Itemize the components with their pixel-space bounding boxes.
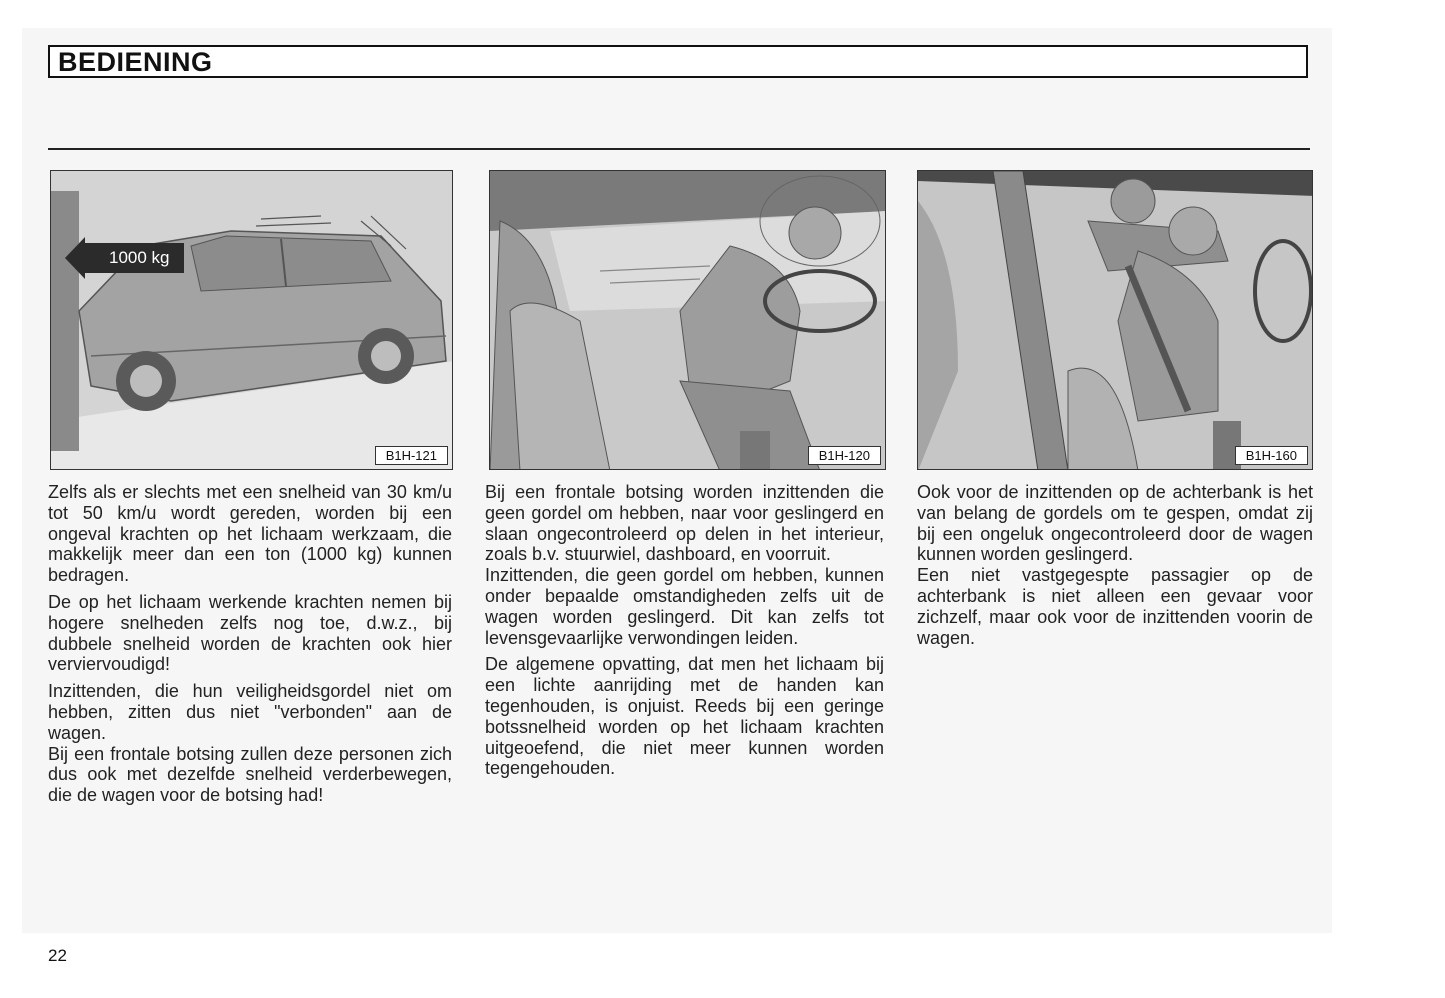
paragraph: Inzittenden, die geen gordel om hebben, kunnen onder bepaalde omstandigheden zelfs uit de wagen worden geslingerd. Dit kan zelfs tot levensgevaarlijke verwondingen leiden. [485,565,884,648]
figure-rear-passenger [917,170,1313,470]
paragraph: Inzittenden, die hun veiligheidsgordel niet om hebben, zitten dus niet "verbonden" aan de wagen. [48,681,452,743]
paragraph: Bij een frontale botsing zullen deze personen zich dus ook met dezelfde snelheid verderbewegen, die de wagen voor de botsing had! [48,743,452,806]
paragraph: Bij een frontale botsing worden inzittenden die geen gordel om hebben, naar voor geslingerd en slaan ongecontroleerd op delen in het interieur, zoals b.v. stuurwiel, dashboard, en voorruit. [485,482,884,565]
paragraph: Een niet vastgegespte passagier op de achterbank is niet alleen een gevaar voor zichzelf, maar ook voor de inzittenden voorin de wagen. [917,565,1313,648]
paragraph: De algemene opvatting, dat men het lichaam bij een lichte aanrijding met de handen kan tegenhouden, is onjuist. Reeds bij een geringe botssnelheid worden op het lichaam krachten uitgeoefend, die niet meer kunnen worden tegengehouden. [485,654,884,779]
page-number: 22 [48,946,67,965]
horizontal-rule [48,148,1310,150]
car-crash-illustration [51,171,453,470]
paragraph: Ook voor de inzittenden op de achterbank is het van belang de gordels om te gespen, omdat zij bij een ongeluk ongecontroleerd door de wagen kunnen worden geslingerd. [917,482,1313,565]
figure-front-occupant [489,170,886,470]
text-column-1 [48,482,452,812]
paragraph: Zelfs als er slechts met een snelheid van 30 km/u tot 50 km/u wordt gereden, worden bij een ongeval krachten op het lichaam werkzaam, die makkelijk meer dan een ton (1000 kg) kunnen bedragen. [48,482,452,586]
section-header [48,45,1308,78]
paragraph: De op het lichaam werkende krachten nemen bij hogere snelheden zelfs nog toe, d.w.z., bij dubbele snelheid worden de krachten ook hier verviervoudigd! [48,591,452,675]
figure-car-crash [50,170,453,470]
rear-passenger-illustration [918,171,1313,470]
force-label: 1000 kg [81,243,184,273]
page-title: BEDIENING [58,47,213,77]
figure-label: B1H-120 [808,446,881,465]
text-column-3 [917,482,1313,654]
figure-label: B1H-121 [375,446,448,465]
figure-label: B1H-160 [1235,446,1308,465]
text-column-2 [485,482,884,785]
front-occupant-illustration [490,171,886,470]
